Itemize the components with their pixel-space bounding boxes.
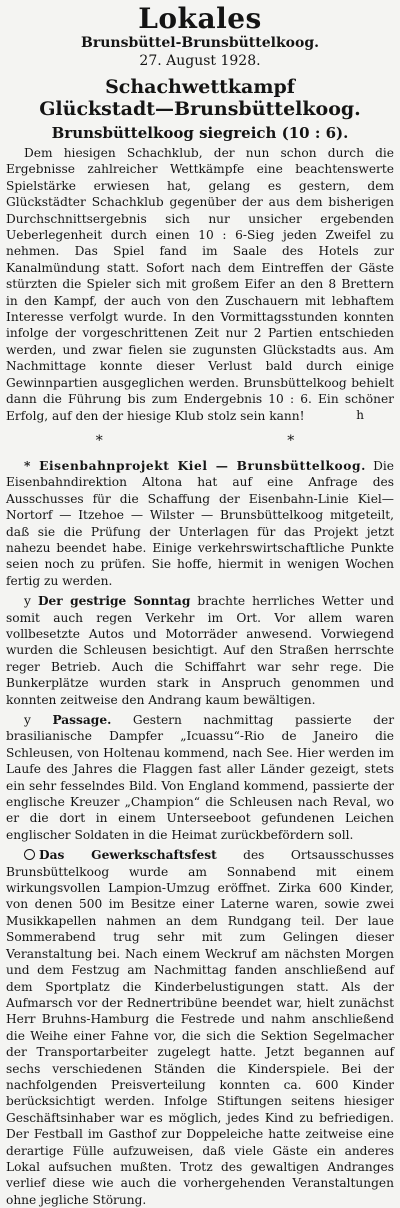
issue-date: 27. August 1928. — [139, 53, 261, 69]
news-item-lead: Passage. — [52, 713, 112, 727]
news-item-lead: * Eisenbahnprojekt Kiel — Brunsbüttelkoog. — [24, 458, 366, 473]
news-item-prefix: y — [24, 594, 31, 609]
article-headline-1: Schachwettkampf — [105, 76, 295, 98]
article-headline-2: Glückstadt—Brunsbüttelkoog. — [39, 98, 361, 120]
article-signature: h — [356, 407, 364, 422]
news-item-body: brachte herrliches Wetter und somit auch regen Verkehr im Ort. Vor allem waren vollbesetzte Autos und Motorräder anwesend. Vorwiegend wurden die Schleusen besichtigt. Auf den Straßen herrschte reger Betrieb. Auch die Schiffahrt war sehr rege. Die Bunkerplätze wurden stark in Anspruch genommen und konnten zeitweise den Andrang kaum bewältigen. — [6, 594, 395, 707]
news-item-body: Die Eisenbahndirektion Altona hat auf eine Anfrage des Ausschusses für die Schaffung der Eisenbahn-Linie Kiel—Nortorf — Itzehoe — Wilster — Brunsbüttelkoog mitgeteilt, daß sie die Prüfung der Unterlagen für das Projekt jetzt nahezu beendet habe. Einige verkehrswirtschaftliche Punkte seien noch zu prüfen. Sie hoffe, hiermit in wenigen Wochen fertig zu werden. — [6, 458, 394, 588]
section-divider: * * — [95, 432, 385, 449]
article-body: Dem hiesigen Schachklub, der nun schon durch die Ergebnisse zahlreicher Wettkämpfe eine beachtenswerte Spielstärke erwiesen hat, gelang es gestern, dem Glückstädter Schachklub gegenüber der aus dem bisherigen Durchschnittsergebnis sich nur unsicher ergebenden Ueberlegenheit durch einen 10 : 6-Sieg jeden Zweifel zu nehmen. Das Spiel fand im Saale des Hotels zur Kanalmündung statt. Sofort nach dem Eintreffen der Gäste stürzten die Spieler sich mit großem Eifer an den 8 Brettern in den Kampf, der auch von den Zuschauern mit lebhaftem Interesse verfolgt wurde. In den Vormittagsstunden konnten infolge der vorgeschrittenen Zeit nur 2 Partien entschieden werden, und zwar fielen sie zugunsten Glückstadts aus. Am Nachmittage konnte dieser Verlust bald durch einige Gewinnpartien ausgeglichen werden. Brunsbüttelkoog behielt dann die Führung bis zum Endergebnis 10 : 6. Ein schöner Erfolg, auf den der hiesige Klub stolz sein kann! — [6, 146, 394, 423]
news-item-gewerkschaft — [6, 847, 394, 1208]
circle-bullet-icon — [24, 849, 35, 860]
news-item-passage — [6, 712, 394, 843]
news-item-body: Gestern nachmittag passierte der brasilianische Dampfer „Icuassu“-Rio de Janeiro die Schleusen, von Holtenau kommend, nach See. Hier werden im Laufe des Jahres die Flaggen fast aller Länder gezeigt, stets ein sehr fesselndes Bild. Von England kommend, passierte der englische Kreuzer „Champion“ die Schleusen nach Reval, wo er die dort in einem Unterseeboot gefundenen Leichen englischer Soldaten in die Heimat zurückbefördern soll. — [6, 713, 395, 842]
news-item-body: des Ortsausschusses Brunsbüttelkoog wurde am Sonnabend mit einem wirkungsvollen Lampion-Umzug eröffnet. Zirka 600 Kinder, von denen 500 im Besitze einer Laterne waren, sowie zwei Musikkapellen nahmen an dem Rundgang teil. Der laue Sommerabend trug sehr mit zum Gelingen dieser Veranstaltung bei. Nach einem Weckruf am nächsten Morgen und dem Festzug am Nachmittag fanden anschließend auf dem Sportplatz die Kinderbelustigungen statt. Als der Aufmarsch vor der Rednertribüne beendet war, hielt zunächst Herr Bruhns-Hamburg die Festrede und nahm anschließend die Weihe einer Fahne vor, die sich die Sektion Segelmacher der Transportarbeiter zugelegt hatte. Jetzt begannen auf sechs verschiedenen Ständen die Kinderspiele. Bei der nachfolgenden Preisverteilung konnten ca. 600 Kinder berücksichtigt werden. Infolge Stiftungen seitens hiesiger Geschäftsinhaber war es möglich, jedes Kind zu befriedigen. Der Festball im Gasthof zur Doppeleiche hatte zeitweise eine derartige Fülle aufzuweisen, daß viele Gäste ein anderes Lokal aufsuchen mußten. Trotz des gewaltigen Andranges verlief diese wie auch die vorhergehenden Veranstaltungen ohne jegliche Störung. — [6, 848, 394, 1207]
section-subtitle: Brunsbüttel-Brunsbüttelkoog. — [81, 35, 319, 51]
news-item-prefix: y — [24, 713, 31, 727]
news-item-sonntag — [6, 593, 394, 708]
section-title: Lokales — [138, 2, 262, 35]
article-subhead: Brunsbüttelkoog siegreich (10 : 6). — [51, 124, 349, 142]
news-item-lead: Der gestrige Sonntag — [37, 594, 191, 609]
news-item-eisenbahn — [6, 458, 394, 589]
news-item-lead: Das Gewerkschaftsfest — [39, 848, 217, 863]
